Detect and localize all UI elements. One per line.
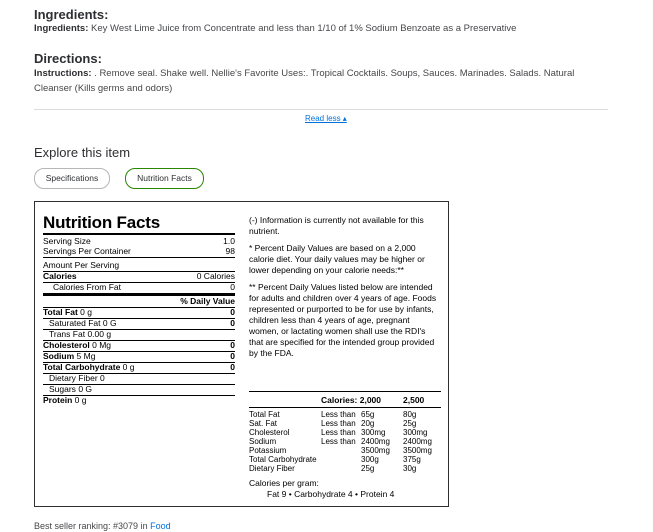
per-gram-values: Fat 9 • Carbohydrate 4 • Protein 4 <box>267 489 395 499</box>
nutrition-facts-label <box>35 202 241 506</box>
calorie-table-row <box>249 428 441 437</box>
note-percent-dv: * Percent Daily Values are based on a 2,000 calorie diet. Your daily values may be higher or lower depending on your calorie needs:** <box>249 243 425 275</box>
nutrient-amount: 0 g <box>122 362 135 372</box>
servings-row <box>43 246 235 258</box>
serving-size-label: Serving Size <box>43 236 91 246</box>
instructions-label: Instructions: <box>34 68 92 79</box>
best-seller-ranking <box>34 521 171 531</box>
nutrient-row <box>43 395 235 406</box>
nutrient-amount: 0 <box>100 373 105 383</box>
explore-heading: Explore this item <box>34 145 131 160</box>
ct-a: 65g <box>361 410 375 419</box>
calorie-table-row <box>249 419 441 428</box>
nutrient-dv: 0 <box>230 362 235 372</box>
calorie-header-2500: 2,500 <box>403 395 425 405</box>
nutrient-amount: 0 g <box>80 307 92 317</box>
calorie-table-row <box>249 455 441 464</box>
nutrient-label: Protein <box>43 395 73 405</box>
calorie-header-2000: Calories: 2,000 <box>321 395 382 405</box>
serving-size-value: 1.0 <box>223 236 235 246</box>
calories-per-gram <box>249 478 394 500</box>
nutrient-dv: 0 <box>230 318 235 328</box>
ct-b: 2400mg <box>403 437 432 446</box>
read-less-link[interactable]: Read less ▴ <box>305 114 347 123</box>
note-adults: ** Percent Daily Values listed below are intended for adults and children over 4 years of age. Foods represented or purported to be for use by infants, children less than 4 years of age, pregnant women, or lactating women shall use the RDI's that are specified for the intended group provided by the FDA. <box>249 282 437 358</box>
nutrient-dv: 0 <box>230 351 235 361</box>
ct-qual: Less than <box>321 437 356 446</box>
instructions-line2: Cleanser (Kills germs and odors) <box>34 83 173 94</box>
nutrient-amount: 0 g <box>74 395 87 405</box>
ingredients-text <box>34 21 594 36</box>
ct-a: 25g <box>361 464 375 473</box>
nutrient-dv: 0 <box>230 340 235 350</box>
directions-text <box>34 66 594 96</box>
servings-label: Servings Per Container <box>43 246 131 256</box>
nutrient-amount: 0 G <box>78 384 93 394</box>
ct-b: 80g <box>403 410 417 419</box>
nutrient-amount: 0 Mg <box>92 340 112 350</box>
nutrient-label: Sodium <box>43 351 75 361</box>
calorie-table-row <box>249 437 441 446</box>
ct-b: 300mg <box>403 428 428 437</box>
ingredients-heading: Ingredients: <box>34 7 109 22</box>
nutrient-amount: 5 Mg <box>76 351 96 361</box>
calorie-table-row <box>249 446 441 455</box>
ct-b: 30g <box>403 464 417 473</box>
ct-b: 25g <box>403 419 417 428</box>
ct-label: Cholesterol <box>249 428 290 437</box>
calories-value: 0 Calories <box>196 271 235 281</box>
ingredients-value: Key West Lime Juice from Concentrate and less than 1/10 of 1% Sodium Benzoate as a Preservative <box>91 23 517 34</box>
nutrient-label: Dietary Fiber <box>49 373 98 383</box>
calories-label: Calories <box>43 271 77 281</box>
ct-label: Potassium <box>249 446 287 455</box>
ct-a: 300g <box>361 455 379 464</box>
nutrient-amount: 0 G <box>102 318 117 328</box>
ingredients-label: Ingredients: <box>34 23 89 34</box>
ct-label: Total Carbohydrate <box>249 455 317 464</box>
ct-label: Sodium <box>249 437 277 446</box>
calories-fat-row <box>43 282 235 294</box>
ct-label: Dietary Fiber <box>249 464 295 473</box>
ct-b: 375g <box>403 455 421 464</box>
instructions-line1: . Remove seal. Shake well. Nellie's Favorite Uses:. Tropical Cocktails. Soups, Sauces. Marinades. Salads. Natural <box>94 68 575 79</box>
ct-a: 300mg <box>361 428 386 437</box>
note-unavailable: (-) Information is currently not available for this nutrient. <box>249 215 424 236</box>
nutrition-notes <box>249 215 441 365</box>
ct-b: 3500mg <box>403 446 432 455</box>
nutrient-amount: 0.00 g <box>87 329 112 339</box>
ct-label: Total Fat <box>249 410 280 419</box>
nutrient-label: Trans Fat <box>49 329 86 339</box>
tab-specifications[interactable]: Specifications <box>34 168 110 189</box>
rule <box>249 391 441 392</box>
rule <box>249 407 441 408</box>
nutrient-label: Total Fat <box>43 307 78 317</box>
divider <box>34 109 608 110</box>
servings-value: 98 <box>225 246 235 256</box>
tab-nutrition-facts[interactable]: Nutrition Facts <box>125 168 204 189</box>
calorie-table-row <box>249 410 441 419</box>
ct-qual: Less than <box>321 428 356 437</box>
nutrient-label: Sugars <box>49 384 76 394</box>
nutrition-facts-title: Nutrition Facts <box>43 213 160 232</box>
calories-fat-label: Calories From Fat <box>53 282 122 292</box>
nutrient-label: Total Carbohydrate <box>43 362 121 372</box>
ct-a: 20g <box>361 419 375 428</box>
ct-qual: Less than <box>321 419 356 428</box>
best-seller-prefix: Best seller ranking: #3079 in <box>34 521 148 531</box>
ct-a: 3500mg <box>361 446 390 455</box>
per-gram-label: Calories per gram: <box>249 478 319 488</box>
ct-a: 2400mg <box>361 437 390 446</box>
nutrient-label: Saturated Fat <box>49 318 101 328</box>
amount-per-label: Amount Per Serving <box>43 260 120 270</box>
calorie-table-row <box>249 464 441 473</box>
nutrient-label: Cholesterol <box>43 340 90 350</box>
daily-value-label: % Daily Value <box>180 296 235 306</box>
nutrient-dv: 0 <box>230 307 235 317</box>
ct-label: Sat. Fat <box>249 419 278 428</box>
rule <box>43 233 235 235</box>
nutrition-panel <box>34 201 449 507</box>
directions-heading: Directions: <box>34 51 102 66</box>
calories-fat-value: 0 <box>230 282 235 292</box>
best-seller-category-link[interactable]: Food <box>150 521 171 531</box>
ct-qual: Less than <box>321 410 356 419</box>
